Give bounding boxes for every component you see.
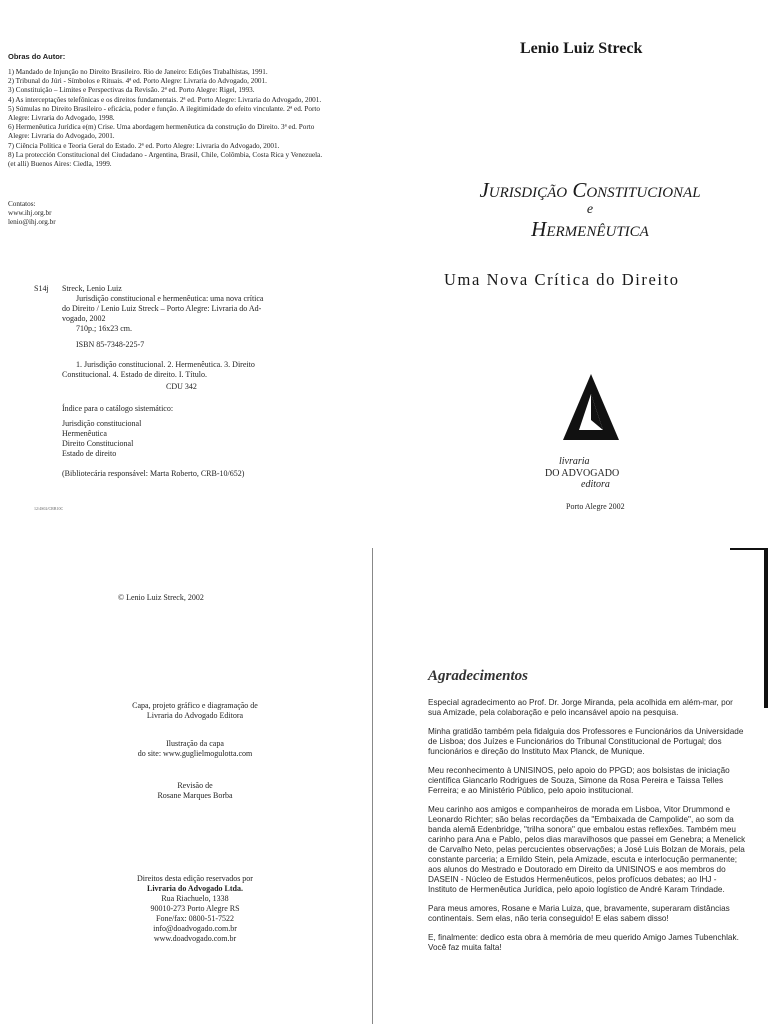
list-item: 6) Hermenêutica Jurídica e(m) Crise. Uma abordagem hermenêutica da construção do Direito. 3ª ed. Porto Alegre: Livraria do Advogado, 2001. [8, 123, 315, 141]
place-year: Porto Alegre 2002 [566, 502, 625, 511]
catalog-line: ISBN 85-7348-225-7 [76, 340, 145, 349]
address-line: Rua Riachuelo, 1338 [161, 894, 229, 903]
list-item: 1) Mandado de Injunção no Direito Brasileiro. Rio de Janeiro: Edições Trabalhistas, 1991. [8, 68, 268, 76]
credit-line: do site: www.guglielmogulotta.com [137, 749, 253, 758]
catalog-code: S14j [34, 284, 49, 293]
contacts [8, 200, 56, 228]
address-line: info@doadvogado.com.br [153, 924, 237, 933]
logo-text-mid: DO ADVOGADO [545, 468, 620, 479]
list-item: 8) La protección Constitucional del Ciudadano - Argentina, Brasil, Chile, Colômbia, Costa Rica y Venezuela. (et alli) Buenos Aires: Ciedla, 1999. [8, 150, 323, 169]
ack-paragraph: Para meus amores, Rosane e Maria Luiza, que, bravamente, superaram distâncias continentais. Sem elas, não teria conseguido! E elas sabem disso! [428, 904, 730, 923]
credit-line: Ilustração da capa [166, 739, 224, 748]
contact-site: www.ihj.org.br [8, 209, 52, 218]
publisher-logo [545, 372, 627, 492]
catalog-author: Streck, Lenio Luiz [62, 284, 122, 293]
works-list [8, 68, 328, 169]
catalog-line: vogado, 2002 [62, 314, 106, 323]
catalog-line: 710p.; 16x23 cm. [76, 324, 132, 333]
ack-heading: Agradecimentos [428, 668, 528, 684]
credit-line: Revisão de [177, 781, 213, 790]
ack-paragraph: Meu carinho aos amigos e companheiros de morada em Lisboa, Vitor Drummond e Leonardo Richter; são belas recordações da "Embaixada de Campolide", ao som da banda alemã Edenbridge, "trilha sonora" que embalou estas reflexões. Também meu carinho para Ana e Pablo, pelos dias maravilhosos que passei em Genebra; a Menelick de Carvalho Neto, pelas percucientes observações; a José Luis Bolzan de Morais, pela constante parceria; a Ernildo Stein, pela Amizade, escuta e interlocução permanente; aos alunos do Mestrado e Doutorado em Direito da UNISINOS e aos membros do DASEIN - Núcleo de Estudos Hermenêuticos, pelos profícuos debates; ao IHJ - Instituto de Hermenêutica Jurídica, pelo apoio logístico de André Karam Trindade. [428, 805, 746, 894]
rights-block [60, 874, 330, 944]
list-item: 3) Constituição – Limites e Perspectivas da Revisão. 2ª ed. Porto Alegre: Rigel, 1993. [8, 86, 255, 95]
book-title [430, 178, 750, 242]
logo-text-bot: editora [581, 479, 610, 490]
catalog-line: do Direito / Lenio Luiz Streck – Porto Alegre: Livraria do Ad- [62, 304, 262, 313]
book-subtitle: Uma Nova Crítica do Direito [444, 270, 680, 289]
tiny-code: 12/4S02/CRB10C [34, 506, 64, 511]
index-item: Hermenêutica [62, 429, 107, 438]
librarian: (Bibliotecária responsável: Marta Roberto, CRB-10/652) [62, 469, 245, 478]
triangle-logo-icon [561, 372, 621, 442]
rights-heading: Direitos desta edição reservados por [137, 874, 253, 883]
works-heading: Obras do Autor: [8, 52, 66, 61]
publisher-name: Livraria do Advogado Ltda. [146, 884, 243, 893]
ack-body [428, 698, 746, 962]
spine-divider [372, 548, 373, 1024]
address-line: 90010-273 Porto Alegre RS [150, 904, 240, 913]
list-item: 4) As interceptações telefônicas e os direitos fundamentais. 2ª ed. Porto Alegre: Livraria do Advogado, 2001. [8, 95, 322, 104]
address-line: www.doadvogado.com.br [153, 934, 237, 943]
list-item: 2) Tribunal do Júri - Símbolos e Rituais. 4ª ed. Porto Alegre: Livraria do Advogado, 2001. [8, 77, 267, 86]
address-line: Fone/fax: 0800-51-7522 [156, 914, 234, 923]
credit-line: Rosane Marques Borba [157, 791, 233, 800]
contact-email: lenio@ihj.org.br [8, 218, 56, 227]
catalog-cdu: CDU 342 [166, 382, 197, 391]
title-conjunction: e [586, 202, 594, 217]
contacts-label: Contatos: [8, 200, 36, 208]
credit-line: Livraria do Advogado Editora [146, 711, 244, 720]
index-item: Direito Constitucional [62, 439, 134, 448]
catalog-line: Jurisdição constitucional e hermenêutica: uma nova crítica [76, 294, 264, 303]
ack-paragraph: Meu reconhecimento à UNISINOS, pelo apoio do PPGD; aos bolsistas de iniciação científica Giancarlo Rodrigues de Souza, Simone da Rosa Pereira e Taissa Telles Ferreira; e ao Ministério Público, pelo apoio institucional. [428, 766, 730, 795]
top-right-bar [764, 548, 768, 708]
ack-paragraph: Minha gratidão também pela fidalguia dos Professores e Funcionários da Universidade de Lisboa; dos Juízes e Funcionários do Tribunal Constitucional de Portugal; dos funcionários e direção do Instituto Max Planck, de Munique. [428, 727, 744, 756]
catalog-subject: 1. Jurisdição constitucional. 2. Hermenêutica. 3. Direito [76, 360, 255, 369]
credits [60, 701, 330, 801]
catalog-card [62, 284, 302, 479]
title-line1: Jurisdição Constitucional [479, 178, 701, 202]
index-item: Jurisdição constitucional [62, 419, 142, 428]
ack-paragraph: E, finalmente: dedico esta obra à memória de meu querido Amigo James Tubenchlak. Você faz muita falta! [428, 933, 739, 952]
index-heading: Índice para o catálogo sistemático: [62, 404, 174, 413]
list-item: 7) Ciência Política e Teoria Geral do Estado. 2ª ed. Porto Alegre: Livraria do Advogado, 2001. [8, 141, 280, 150]
index-item: Estado de direito [62, 449, 117, 458]
top-right-tick [730, 548, 766, 550]
logo-text-top: livraria [559, 456, 590, 467]
credit-line: Capa, projeto gráfico e diagramação de [132, 701, 258, 710]
list-item: 5) Súmulas no Direito Brasileiro - eficácia, poder e função. A ilegitimidade do efeito vinculante. 2ª ed. Porto Alegre: Livraria do Advogado, 1998. [8, 104, 320, 123]
author-name: Lenio Luiz Streck [520, 40, 643, 57]
ack-paragraph: Especial agradecimento ao Prof. Dr. Jorge Miranda, pela acolhida em além-mar, por sua Amizade, pela colaboração e pelo incansável apoio na pesquisa. [428, 698, 733, 717]
copyright: © Lenio Luiz Streck, 2002 [118, 593, 204, 602]
title-line2: Hermenêutica [531, 217, 649, 241]
catalog-subject: Constitucional. 4. Estado de direito. I. Título. [62, 370, 207, 379]
